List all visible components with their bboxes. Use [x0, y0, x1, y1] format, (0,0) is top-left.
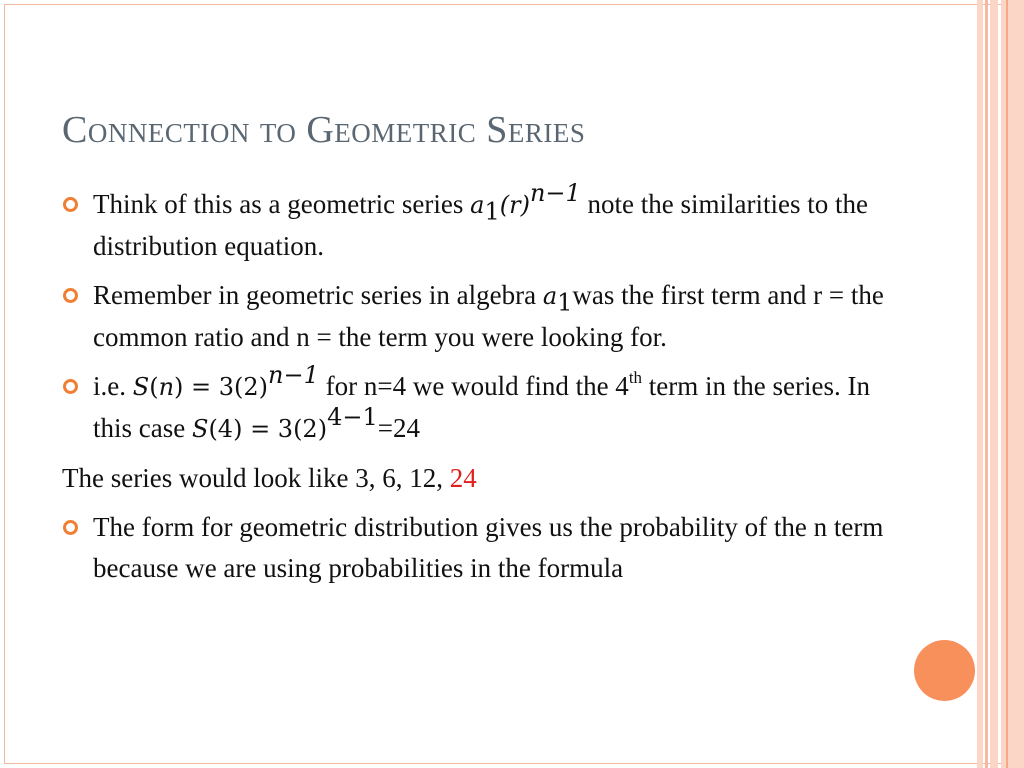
math-a: a — [470, 191, 485, 219]
bullet-item — [62, 275, 912, 358]
decorative-stripe — [1006, 0, 1008, 768]
bullet-text: Remember in geometric series in algebra — [93, 280, 543, 310]
bullet-circle-icon — [63, 379, 78, 394]
math-n: n — [158, 373, 175, 401]
slide-body — [62, 179, 912, 597]
decorative-stripe — [1001, 0, 1024, 768]
bullet-text: term in the series. In this case — [93, 371, 870, 443]
bullet-circle-icon — [63, 520, 78, 535]
bullet-text: =24 — [377, 413, 420, 443]
bullet-circle-icon — [63, 288, 78, 303]
series-highlight: 24 — [449, 463, 477, 493]
decorative-circle-icon — [914, 640, 975, 701]
math-subscript: 1 — [557, 288, 573, 317]
bullet-circle-icon — [63, 197, 78, 212]
math-s: S — [191, 415, 209, 443]
math-expression: (4) = 3(2) — [208, 415, 328, 443]
decorative-stripe — [990, 0, 998, 768]
bullet-text: Think of this as a geometric series — [93, 189, 471, 219]
math-exponent: n−1 — [268, 361, 319, 389]
bullet-text: for n=4 we would find the 4 — [318, 371, 629, 401]
bullet-text: was the first term and r = the common ratio and n = the term you were looking for. — [93, 280, 884, 352]
series-line — [62, 458, 912, 499]
bullet-item — [62, 179, 912, 267]
bullet-text: i.e. — [93, 371, 133, 401]
bullet-text: note the similarities to the distribution equation. — [93, 189, 868, 261]
bullet-item — [62, 361, 912, 450]
series-text: The series would look like 3, 6, 12, — [62, 463, 450, 493]
math-exponent: n−1 — [529, 179, 581, 207]
slide-title: Connection to Geometric Series — [62, 109, 586, 151]
math-paren: (r) — [499, 191, 530, 219]
ordinal-suffix: th — [628, 368, 643, 387]
math-expression: ) = 3(2) — [174, 373, 269, 401]
bullet-item — [62, 507, 912, 589]
decorative-stripe — [985, 0, 988, 768]
math-a: a — [542, 282, 558, 310]
math-exponent: 4−1 — [327, 403, 378, 431]
bullet-text: The form for geometric distribution gives us the probability of the n term because we are using probabilities in the formula — [93, 512, 884, 583]
decorative-stripe — [977, 0, 983, 768]
math-s: S — [132, 373, 150, 401]
math-subscript: 1 — [484, 197, 500, 226]
math-paren: ( — [149, 373, 159, 401]
